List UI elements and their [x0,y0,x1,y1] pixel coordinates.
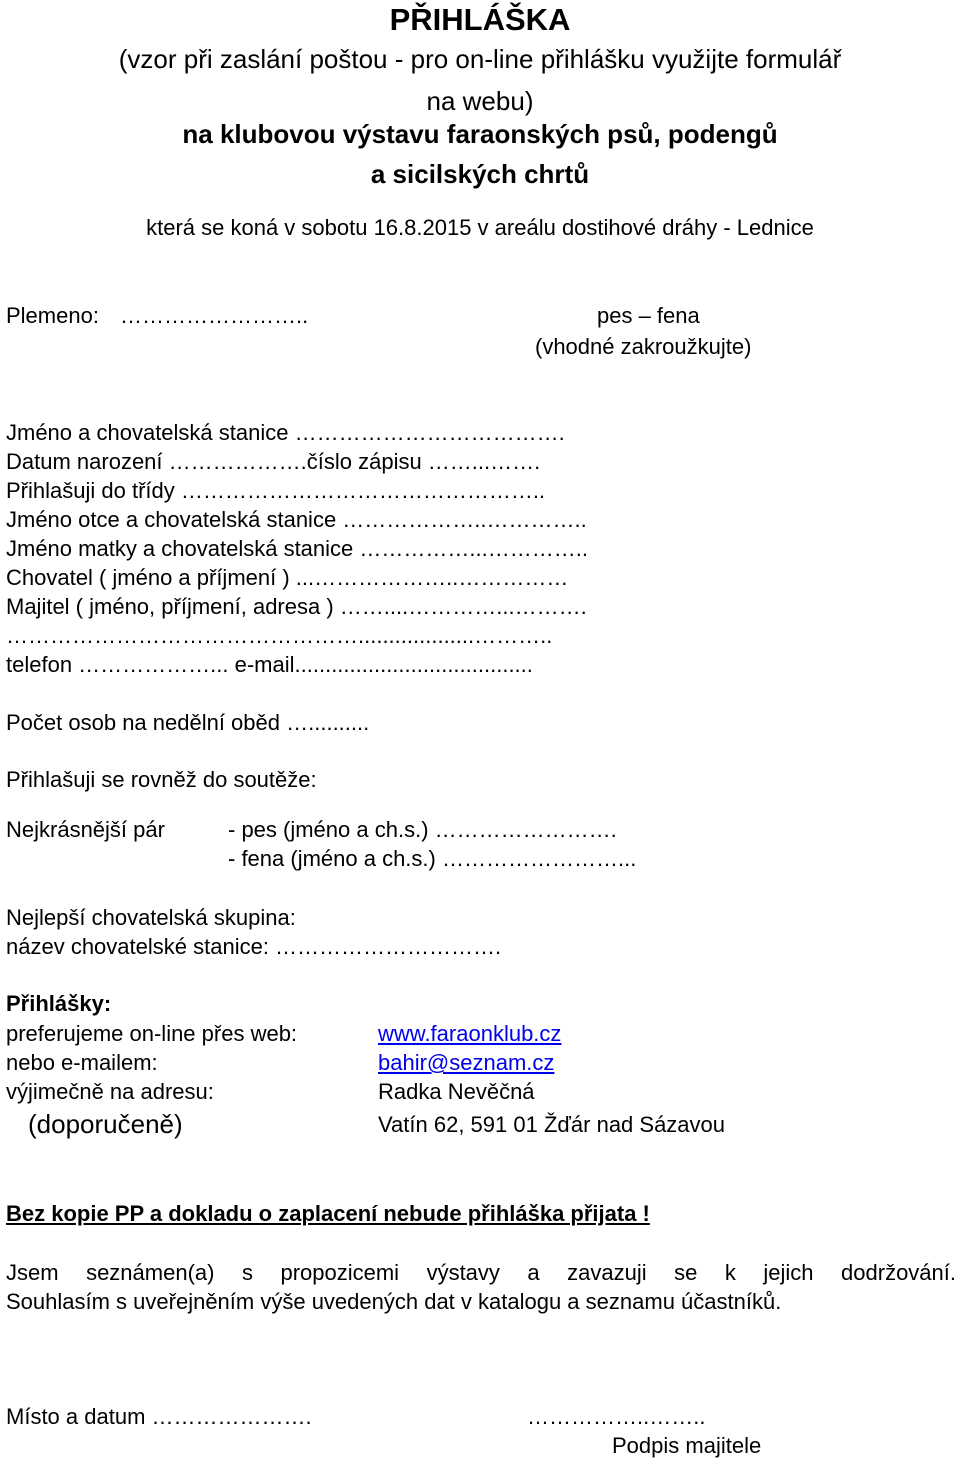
declaration-line-2: Souhlasím s uveřejněním výše uvedených dat v katalogu a seznamu účastníků. [6,1289,782,1314]
event-date-line: která se koná v sobotu 16.8.2015 v areálu dostihové dráhy - Lednice [146,215,814,240]
field-sire: Jméno otce a chovatelská stanice ………………..………….. [6,507,587,532]
web-link[interactable]: www.faraonklub.cz [378,1021,562,1046]
field-dam: Jméno matky a chovatelská stanice ……………...………….. [6,536,588,561]
field-breeder: Chovatel ( jméno a příjmení ) ...………………..…………… [6,565,569,590]
event-title-line-1: na klubovou výstavu faraonských psů, podengů [182,119,778,149]
pair-label: Nejkrásnější pár [6,817,165,842]
competition-heading: Přihlašuji se rovněž do soutěže: [6,767,317,792]
field-lunch-count: Počet osob na nedělní oběd ….......... [6,710,370,735]
gender-hint: (vhodné zakroužkujte) [535,334,752,359]
address-name: Radka Nevěčná [378,1079,535,1104]
field-phone-email: telefon ………………... e-mail....................................... [6,652,533,677]
field-birth-date: Datum narození ……………….číslo zápisu ……...……. [6,449,541,474]
group-label: Nejlepší chovatelská skupina: [6,905,296,930]
field-owner: Majitel ( jméno, příjmení, adresa ) ……....…………...………. [6,594,587,619]
declaration-line-1: Jsem seznámen(a) s propozicemi výstavy a zavazuji se k jejich dodržování. [6,1260,956,1285]
address-label: výjimečně na adresu: [6,1079,214,1104]
registered-mail-label: (doporučeně) [28,1109,183,1139]
gender-choice: pes – fena [597,303,700,328]
signature-label: Podpis majitele [612,1433,762,1458]
postal-address: Vatín 62, 591 01 Žďár nad Sázavou [378,1112,726,1137]
pair-dog-field: - pes (jméno a ch.s.) ……………………. [228,817,617,842]
subtitle-line-2: na webu) [426,86,534,116]
subtitle-line-1: (vzor při zaslání poštou - pro on-line přihlášku využijte formulář [118,44,842,74]
warning-notice: Bez kopie PP a dokladu o zaplacení nebude přihláška přijata ! [6,1201,650,1226]
place-date-field: Místo a datum …………………. [6,1404,312,1429]
field-dog-name: Jméno a chovatelská stanice ………………………………. [6,420,565,445]
group-kennel-field: název chovatelské stanice: …………………………. [6,934,502,959]
form-title: PŘIHLÁŠKA [389,2,571,37]
applications-heading: Přihlášky: [6,991,112,1016]
pair-bitch-field: - fena (jméno a ch.s.) ……………………... [228,846,637,871]
breed-label: Plemeno: [6,303,99,328]
breed-dots: …………………….. [120,303,309,328]
web-label: preferujeme on-line přes web: [6,1021,298,1046]
email-link[interactable]: bahir@seznam.cz [378,1050,555,1075]
signature-dots: ……………..…….. [527,1404,706,1429]
event-title-line-2: a sicilských chrtů [370,159,590,189]
field-owner-continued: …………………………………………...................……….. [6,623,553,648]
email-label: nebo e-mailem: [6,1050,158,1075]
field-class: Přihlašuji do třídy ………………………………………….. [6,478,546,503]
